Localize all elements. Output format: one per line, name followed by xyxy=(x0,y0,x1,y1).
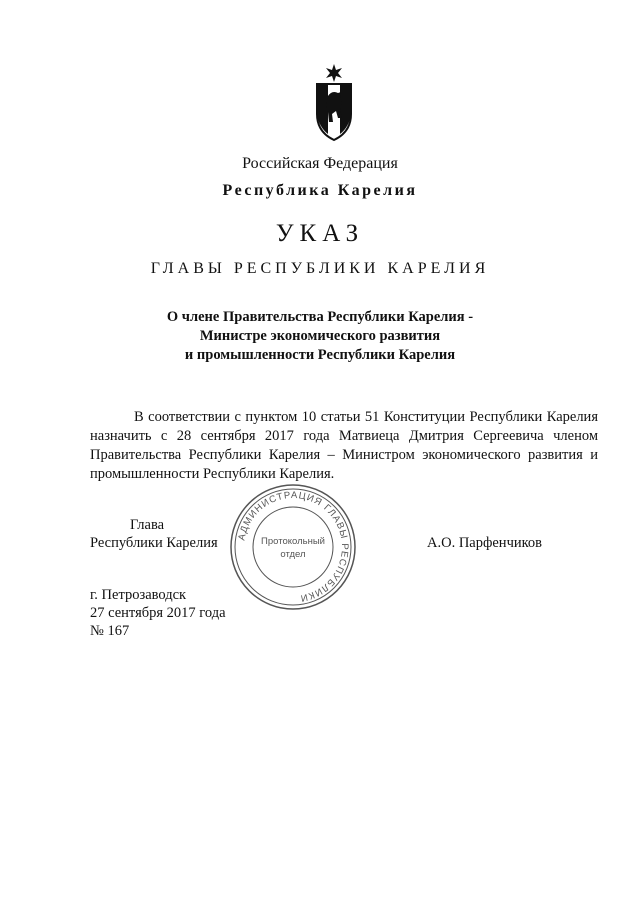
issue-date: 27 сентября 2017 года xyxy=(90,605,226,621)
stamp-ring-text: АДМИНИСТРАЦИЯ ГЛАВЫ РЕСПУБЛИКИ xyxy=(236,489,351,604)
issue-city: г. Петрозаводск xyxy=(90,587,187,603)
subject-line-2: Министре экономического развития xyxy=(199,328,441,344)
signatory-name: А.О. Парфенчиков xyxy=(427,535,543,551)
decree-subject xyxy=(0,308,640,365)
document-type-title: УКАЗ xyxy=(275,220,365,247)
decree-number: № 167 xyxy=(90,623,130,639)
federation-heading: Российская Федерация xyxy=(242,155,398,172)
subject-line-3: и промышленности Республики Карелия xyxy=(184,347,456,363)
official-stamp xyxy=(228,482,358,612)
signatory-title-line-2: Республики Карелия xyxy=(90,535,218,551)
republic-heading: Республика Карелия xyxy=(222,182,418,199)
stamp-inner-line-1: Протокольный xyxy=(261,536,325,547)
subject-line-1: О члене Правительства Республики Карелия - xyxy=(166,309,474,325)
body-paragraph: В соответствии с пунктом 10 статьи 51 Конституции Республики Карелия назначить с 28 сентября 2017 года Матвиеца Дмитрия Сергеевича членом Правительства Республики Карелия – Министром экономического развития и промышленности Республики Карелия. xyxy=(90,409,598,482)
decree-body xyxy=(90,408,598,484)
karelia-coat-of-arms-icon xyxy=(314,62,354,142)
issuer-heading: ГЛАВЫ РЕСПУБЛИКИ КАРЕЛИЯ xyxy=(150,260,490,277)
signatory-title-line-1: Глава xyxy=(130,517,165,533)
stamp-inner-line-2: отдел xyxy=(280,549,306,560)
